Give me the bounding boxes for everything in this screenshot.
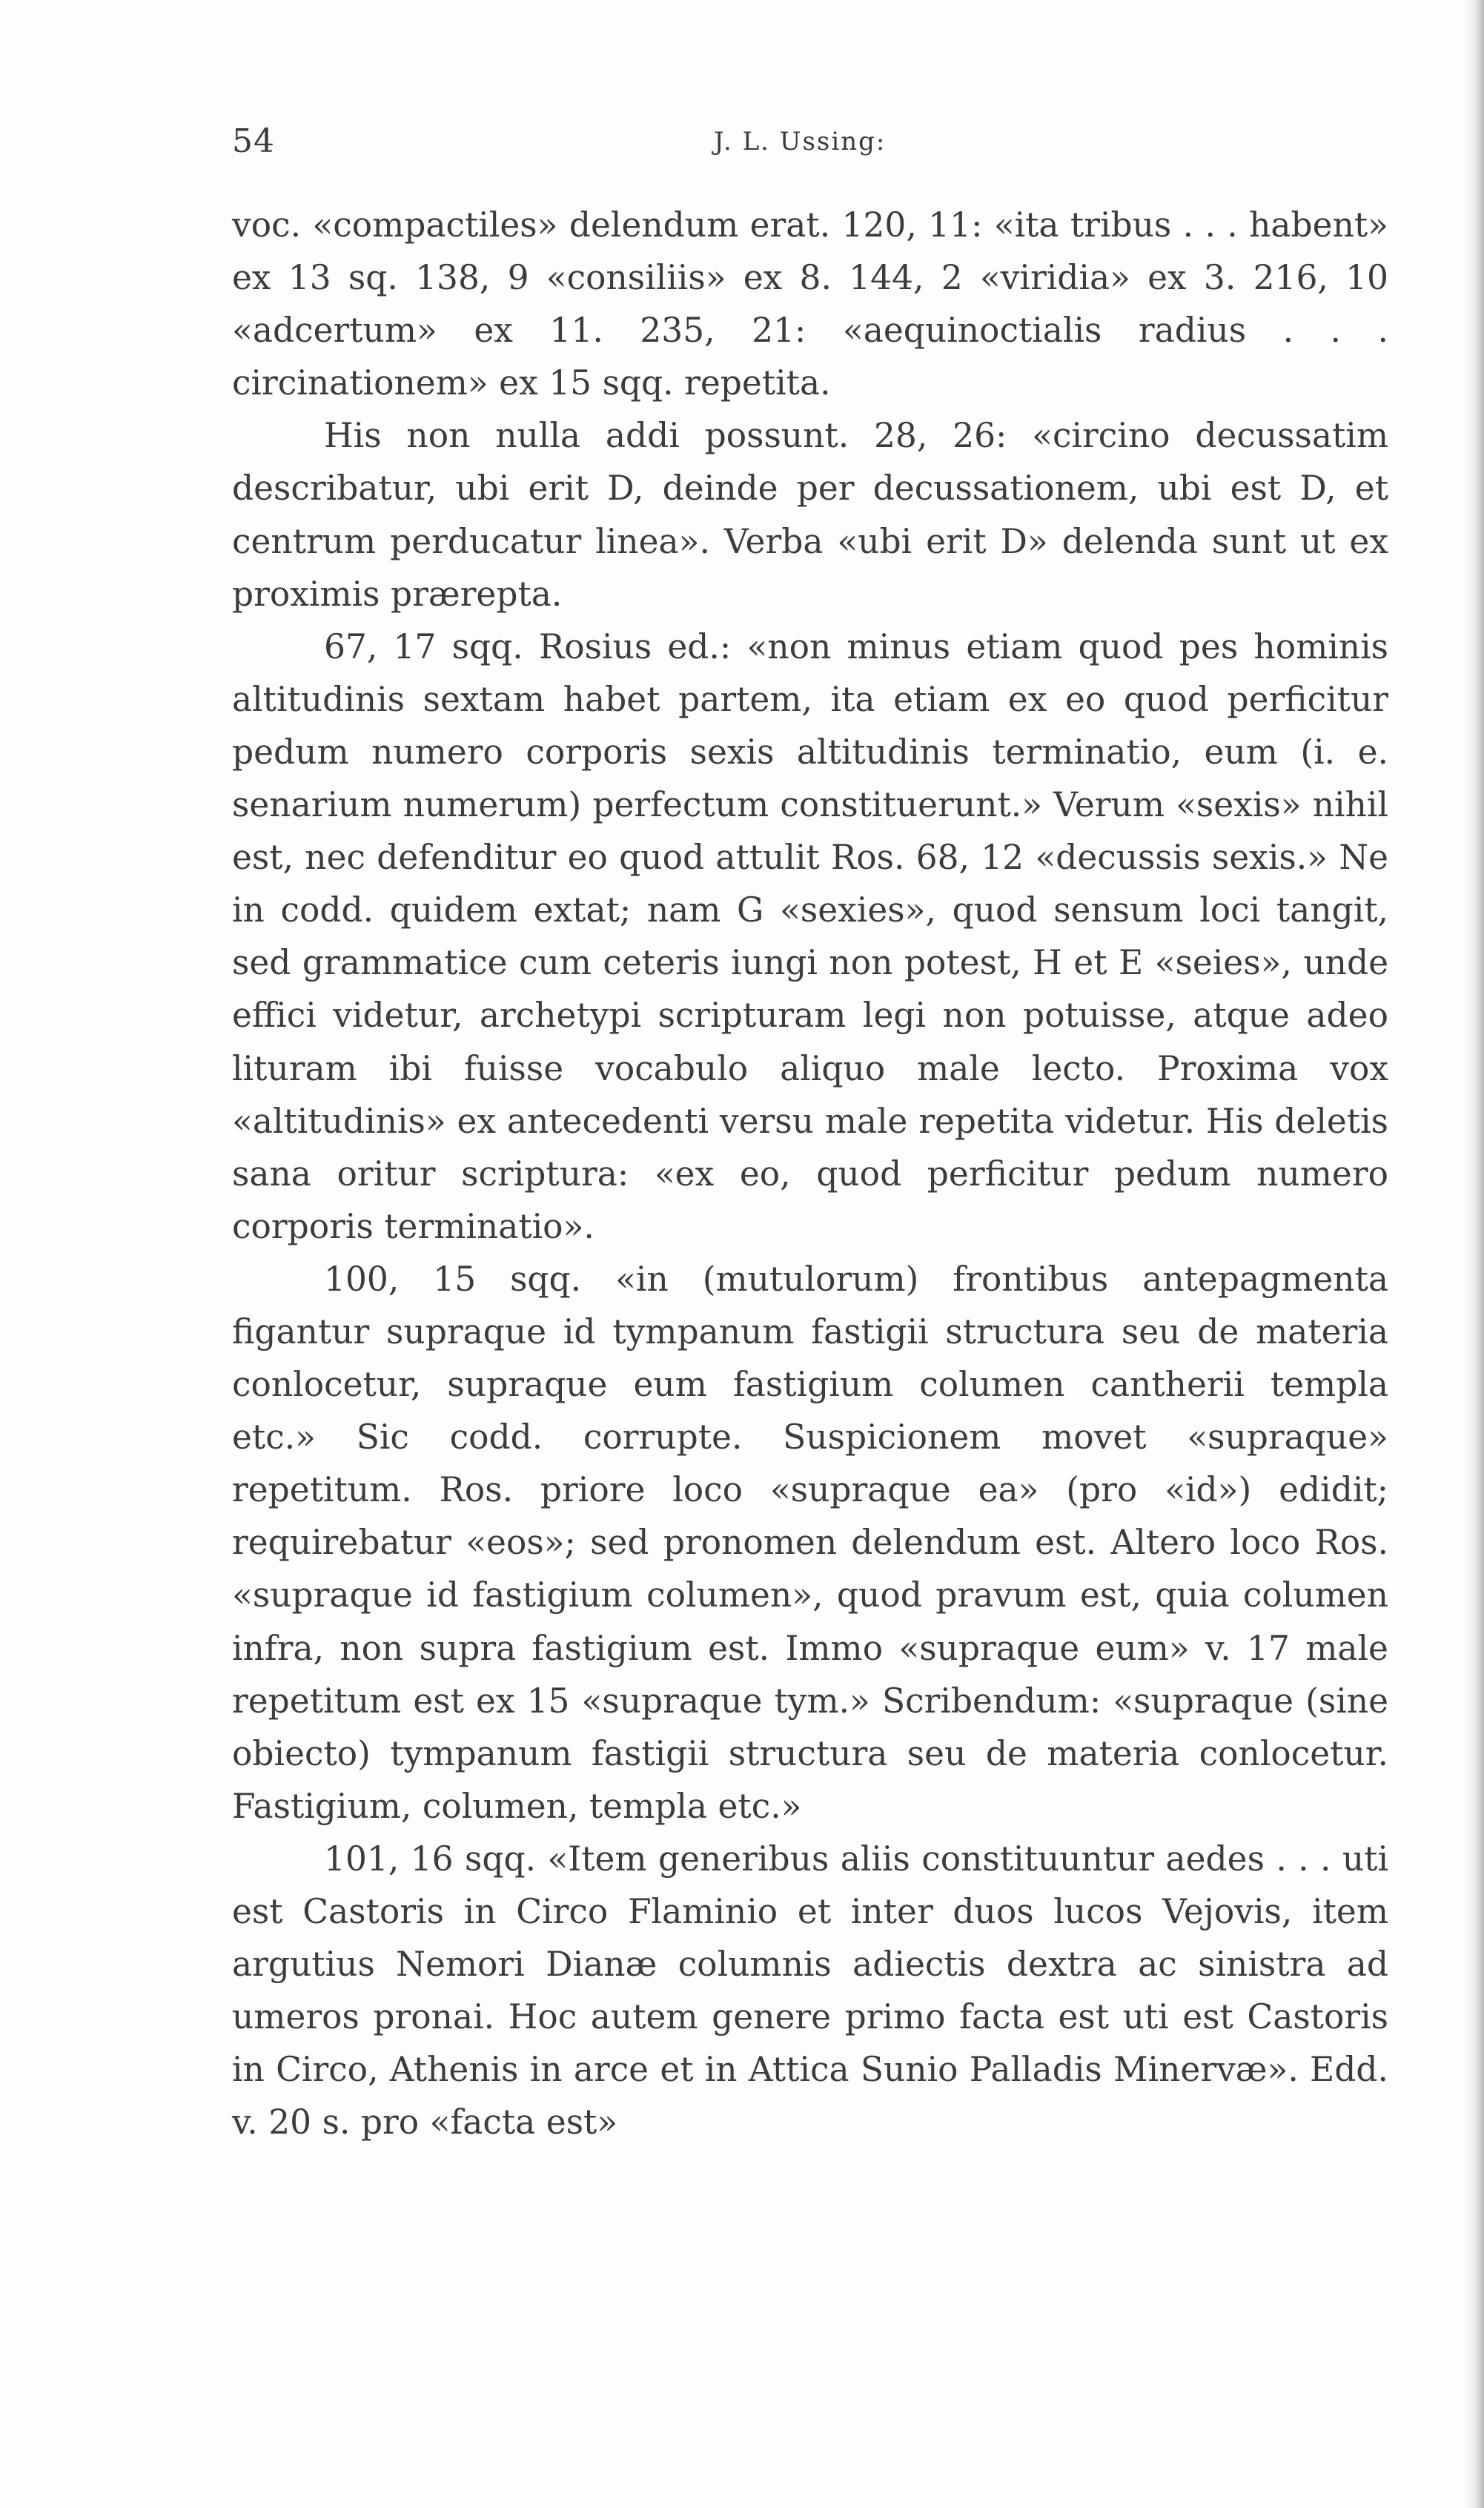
page-number: 54 — [232, 122, 275, 160]
page-edge-shadow — [1465, 0, 1484, 2508]
body-text — [232, 199, 1388, 2148]
page-header — [232, 122, 1388, 167]
paragraph: 101, 16 sqq. «Item generibus aliis constituuntur aedes . . . uti est Castoris in Circo Flaminio et inter duos lucos Vejovis, item argutius Nemori Dianæ columnis adiectis dextra ac sinistra ad umeros pronai. Hoc autem genere primo facta est uti est Castoris in Circo, Athenis in arce et in Attica Sunio Palladis Minervæ». Edd. v. 20 s. pro «facta est» — [232, 1839, 1388, 2143]
paragraph: 100, 15 sqq. «in (mutulorum) frontibus antepagmenta figantur supraque id tympanum fastigii structura seu de materia conlocetur, supraque eum fastigium columen cantherii templa etc.» Sic codd. corrupte. Suspicionem movet «supraque» repetitum. Ros. priore loco «supraque ea» (pro «id») edidit; requirebatur «eos»; sed pronomen delendum est. Altero loco Ros. «supraque id fastigium columen», quod pravum est, quia columen infra, non supra fastigium est. Immo «supraque eum» v. 17 male repetitum est ex 15 «supraque tym.» Scribendum: «supraque (sine obiecto) tympanum fastigii structura seu de materia conlocetur. Fastigium, columen, templa etc.» — [232, 1259, 1388, 1826]
paragraph: His non nulla addi possunt. 28, 26: «circino decussatim describatur, ubi erit D, deinde per decussationem, ubi est D, et centrum perducatur linea». Verba «ubi erit D» delenda sunt ut ex proximis prærepta. — [232, 416, 1388, 614]
paragraph: 67, 17 sqq. Rosius ed.: «non minus etiam quod pes hominis altitudinis sextam habet partem, ita etiam ex eo quod perficitur pedum numero corporis sexis altitudinis terminatio, eum (i. e. senarium numerum) perfectum constituerunt.» Verum «sexis» nihil est, nec defenditur eo quod attulit Ros. 68, 12 «decussis sexis.» Ne in codd. quidem extat; nam G «sexies», quod sensum loci tangit, sed grammatice cum ceteris iungi non potest, H et E «seies», unde effici videtur, archetypi scripturam legi non potuisse, atque adeo lituram ibi fuisse vocabulo aliquo male lecto. Proxima vox «altitudinis» ex antecedenti versu male repetita videtur. His deletis sana oritur scriptura: «ex eo, quod perficitur pedum numero corporis terminatio». — [232, 626, 1388, 1246]
running-head: J. L. Ussing: — [714, 127, 887, 156]
paragraph: voc. «compactiles» delendum erat. 120, 11: «ita tribus . . . habent» ex 13 sq. 138, 9 «consiliis» ex 8. 144, 2 «viridia» ex 3. 216, 10 «adcertum» ex 11. 235, 21: «aequinoctialis radius . . . circinationem» ex 15 sqq. repetita. — [232, 205, 1388, 403]
